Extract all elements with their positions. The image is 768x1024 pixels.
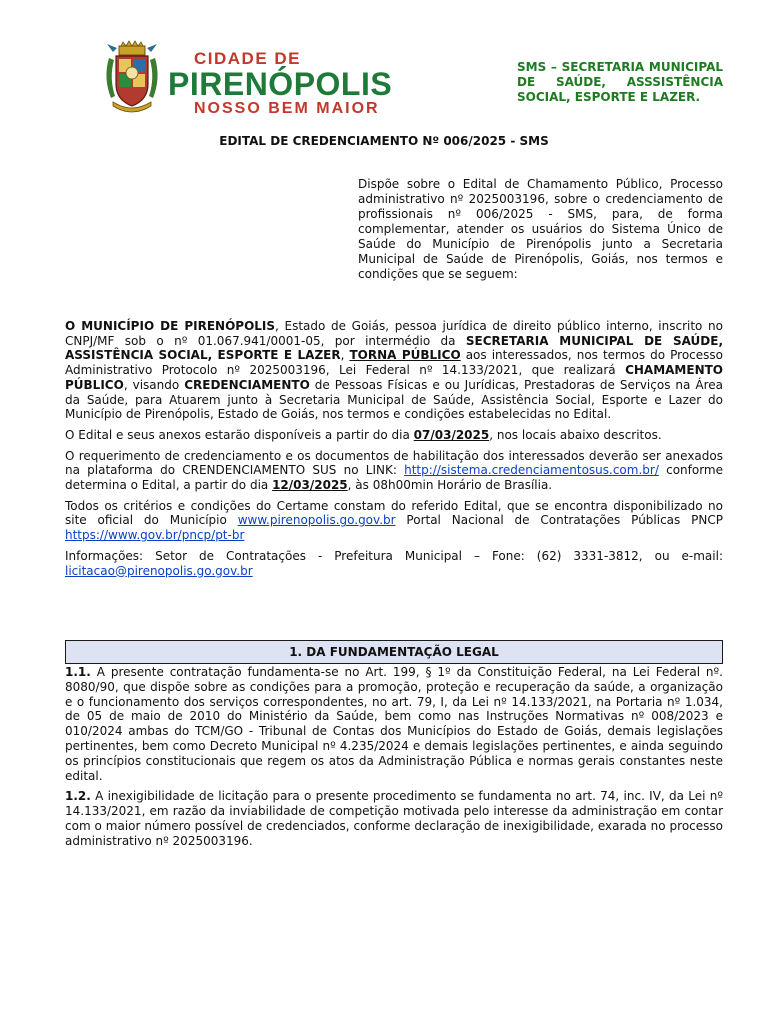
requerimento-text-2: conforme determina o Edital, a partir do dia	[65, 463, 723, 493]
municipio-name: O MUNICÍPIO DE PIRENÓPOLIS	[65, 319, 276, 333]
body-text	[65, 319, 723, 584]
clause-text: A presente contratação fundamenta-se no Art. 199, § 1º da Constituição Federal, na Lei Federal nº. 8080/90, que dispõe sobre as condições para a promoção, proteção e recuperação da saúde, a organização e o funcionamento dos serviços correspondentes, no art. 79, I, da Lei nº 14.133/2021, na Portaria nº 1.034, de 05 de maio de 2010 do Ministério da Saúde, bem como nas Instruções Normativas nº 008/2023 e 010/2024 ambas do TCM/GO - Tribunal de Contas dos Municípios do Estado de Goiás, demais legislações pertinentes, bem como Decreto Municipal nº 4.235/2024 e demais legislações pertinentes, e ainda seguindo os princípios constitucionais que regem os atos da Administração Pública e normas gerais constantes neste edital.	[65, 665, 723, 783]
section-clauses	[65, 665, 723, 855]
chamamento-publico: CHAMAMENTO PÚBLICO	[65, 363, 723, 392]
pncp-link[interactable]: https://www.gov.br/pncp/pt-br	[65, 528, 245, 543]
anexos-text-2: , nos locais abaixo descritos.	[489, 427, 662, 442]
intro-text-2: ,	[340, 348, 350, 363]
brand-slogan: NOSSO BEM MAIOR	[194, 100, 380, 117]
anexos-text-1: O Edital e seus anexos estarão disponíveis a partir do dia	[65, 427, 414, 442]
edital-title: EDITAL DE CREDENCIAMENTO Nº 006/2025 - SMS	[219, 134, 549, 148]
requerimento-paragraph	[65, 449, 723, 493]
anexos-date: 07/03/2025	[413, 427, 490, 442]
clause-number: 1.2.	[65, 789, 91, 804]
intro-text-3: aos interessados, nos termos do Processo Administrativo Protocolo nº 2025003196, Lei Federal nº 14.133/2021, que realizará	[65, 348, 723, 378]
secretaria-name: SECRETARIA MUNICIPAL DE SAÚDE, ASSISTÊNCIA SOCIAL, ESPORTE E LAZER	[65, 333, 723, 363]
email-link[interactable]: licitacao@pirenopolis.go.gov.br	[65, 563, 253, 578]
clause-number: 1.1.	[65, 665, 91, 679]
credenciamento: CREDENCIAMENTO	[184, 377, 310, 392]
credenciamento-sus-link[interactable]: http://sistema.credenciamentosus.com.br/	[404, 463, 659, 478]
criterios-text-2: Portal Nacional de Contratações Públicas PNCP	[395, 513, 723, 528]
requerimento-text-3: , às 08h00min Horário de Brasília.	[347, 478, 553, 493]
requerimento-date: 12/03/2025	[272, 478, 348, 493]
ementa-paragraph: Dispõe sobre o Edital de Chamamento Público, Processo administrativo nº 2025003196, sobre o credenciamento de profissionais nº 006/2025 - SMS, para, de forma complementar, atender os usuários do Sistema Único de Saúde do Município de Pirenópolis junto a Secretaria Municipal de Saúde de Pirenópolis, Goiás, nos termos e condições que se seguem:	[358, 177, 723, 281]
clause-1-2	[65, 789, 723, 848]
criterios-text-1: Todos os critérios e condições do Certame constam do referido Edital, que se encontra disponibilizado no site oficial do Município	[65, 498, 723, 528]
informacoes-paragraph	[65, 549, 723, 578]
coat-of-arms-logo	[101, 40, 163, 116]
brand-city-name: PIRENÓPOLIS	[168, 66, 393, 102]
secretaria-header: SMS – SECRETARIA MUNICIPAL DE SAÚDE, ASSSISTÊNCIA SOCIAL, ESPORTE E LAZER.	[517, 60, 723, 104]
criterios-paragraph	[65, 499, 723, 543]
intro-text-4: , visando	[123, 377, 185, 392]
city-brand	[168, 50, 392, 118]
intro-paragraph	[65, 319, 723, 422]
clause-1-1	[65, 665, 723, 783]
municipio-site-link[interactable]: www.pirenopolis.go.gov.br	[237, 513, 396, 528]
requerimento-text-1: O requerimento de credenciamento e os documentos de habilitação dos interessados deverão ser anexados na plataforma do CRENDENCIAMENTO SUS no LINK:	[65, 448, 723, 478]
informacoes-text: Informações: Setor de Contratações - Prefeitura Municipal – Fone: (62) 3331-3812, ou e-mail:	[65, 548, 723, 563]
clause-text: A inexigibilidade de licitação para o presente procedimento se fundamenta no art. 74, inc. IV, da Lei nº 14.133/2021, em razão da inviabilidade de competição motivada pelo interesse da administração em contar com o maior número possível de credenciados, conforme declaração de inexigibilidade, exarada no processo administrativo nº 2025003196.	[65, 789, 723, 848]
section-divider	[65, 663, 723, 664]
section-heading-fundamentacao: 1. DA FUNDAMENTAÇÃO LEGAL	[65, 640, 723, 664]
anexos-paragraph	[65, 428, 723, 443]
brand-top-text: CIDADE DE	[194, 49, 302, 68]
intro-text-1: , Estado de Goiás, pessoa jurídica de direito público interno, inscrito no CNPJ/MF sob o nº 01.067.941/0001-05, por intermédio da	[65, 319, 723, 348]
intro-text-5: de Pessoas Físicas e ou Jurídicas, Prestadoras de Serviços na Área da Saúde, para Atuarem junto à Secretaria Municipal de Saúde, Assistência Social, Esporte e Lazer do Município de Pirenópolis, Estado de Goiás, nos termos e condições estabelecidas no Edital.	[65, 377, 723, 422]
torna-publico: TORNA PÚBLICO	[349, 348, 461, 363]
